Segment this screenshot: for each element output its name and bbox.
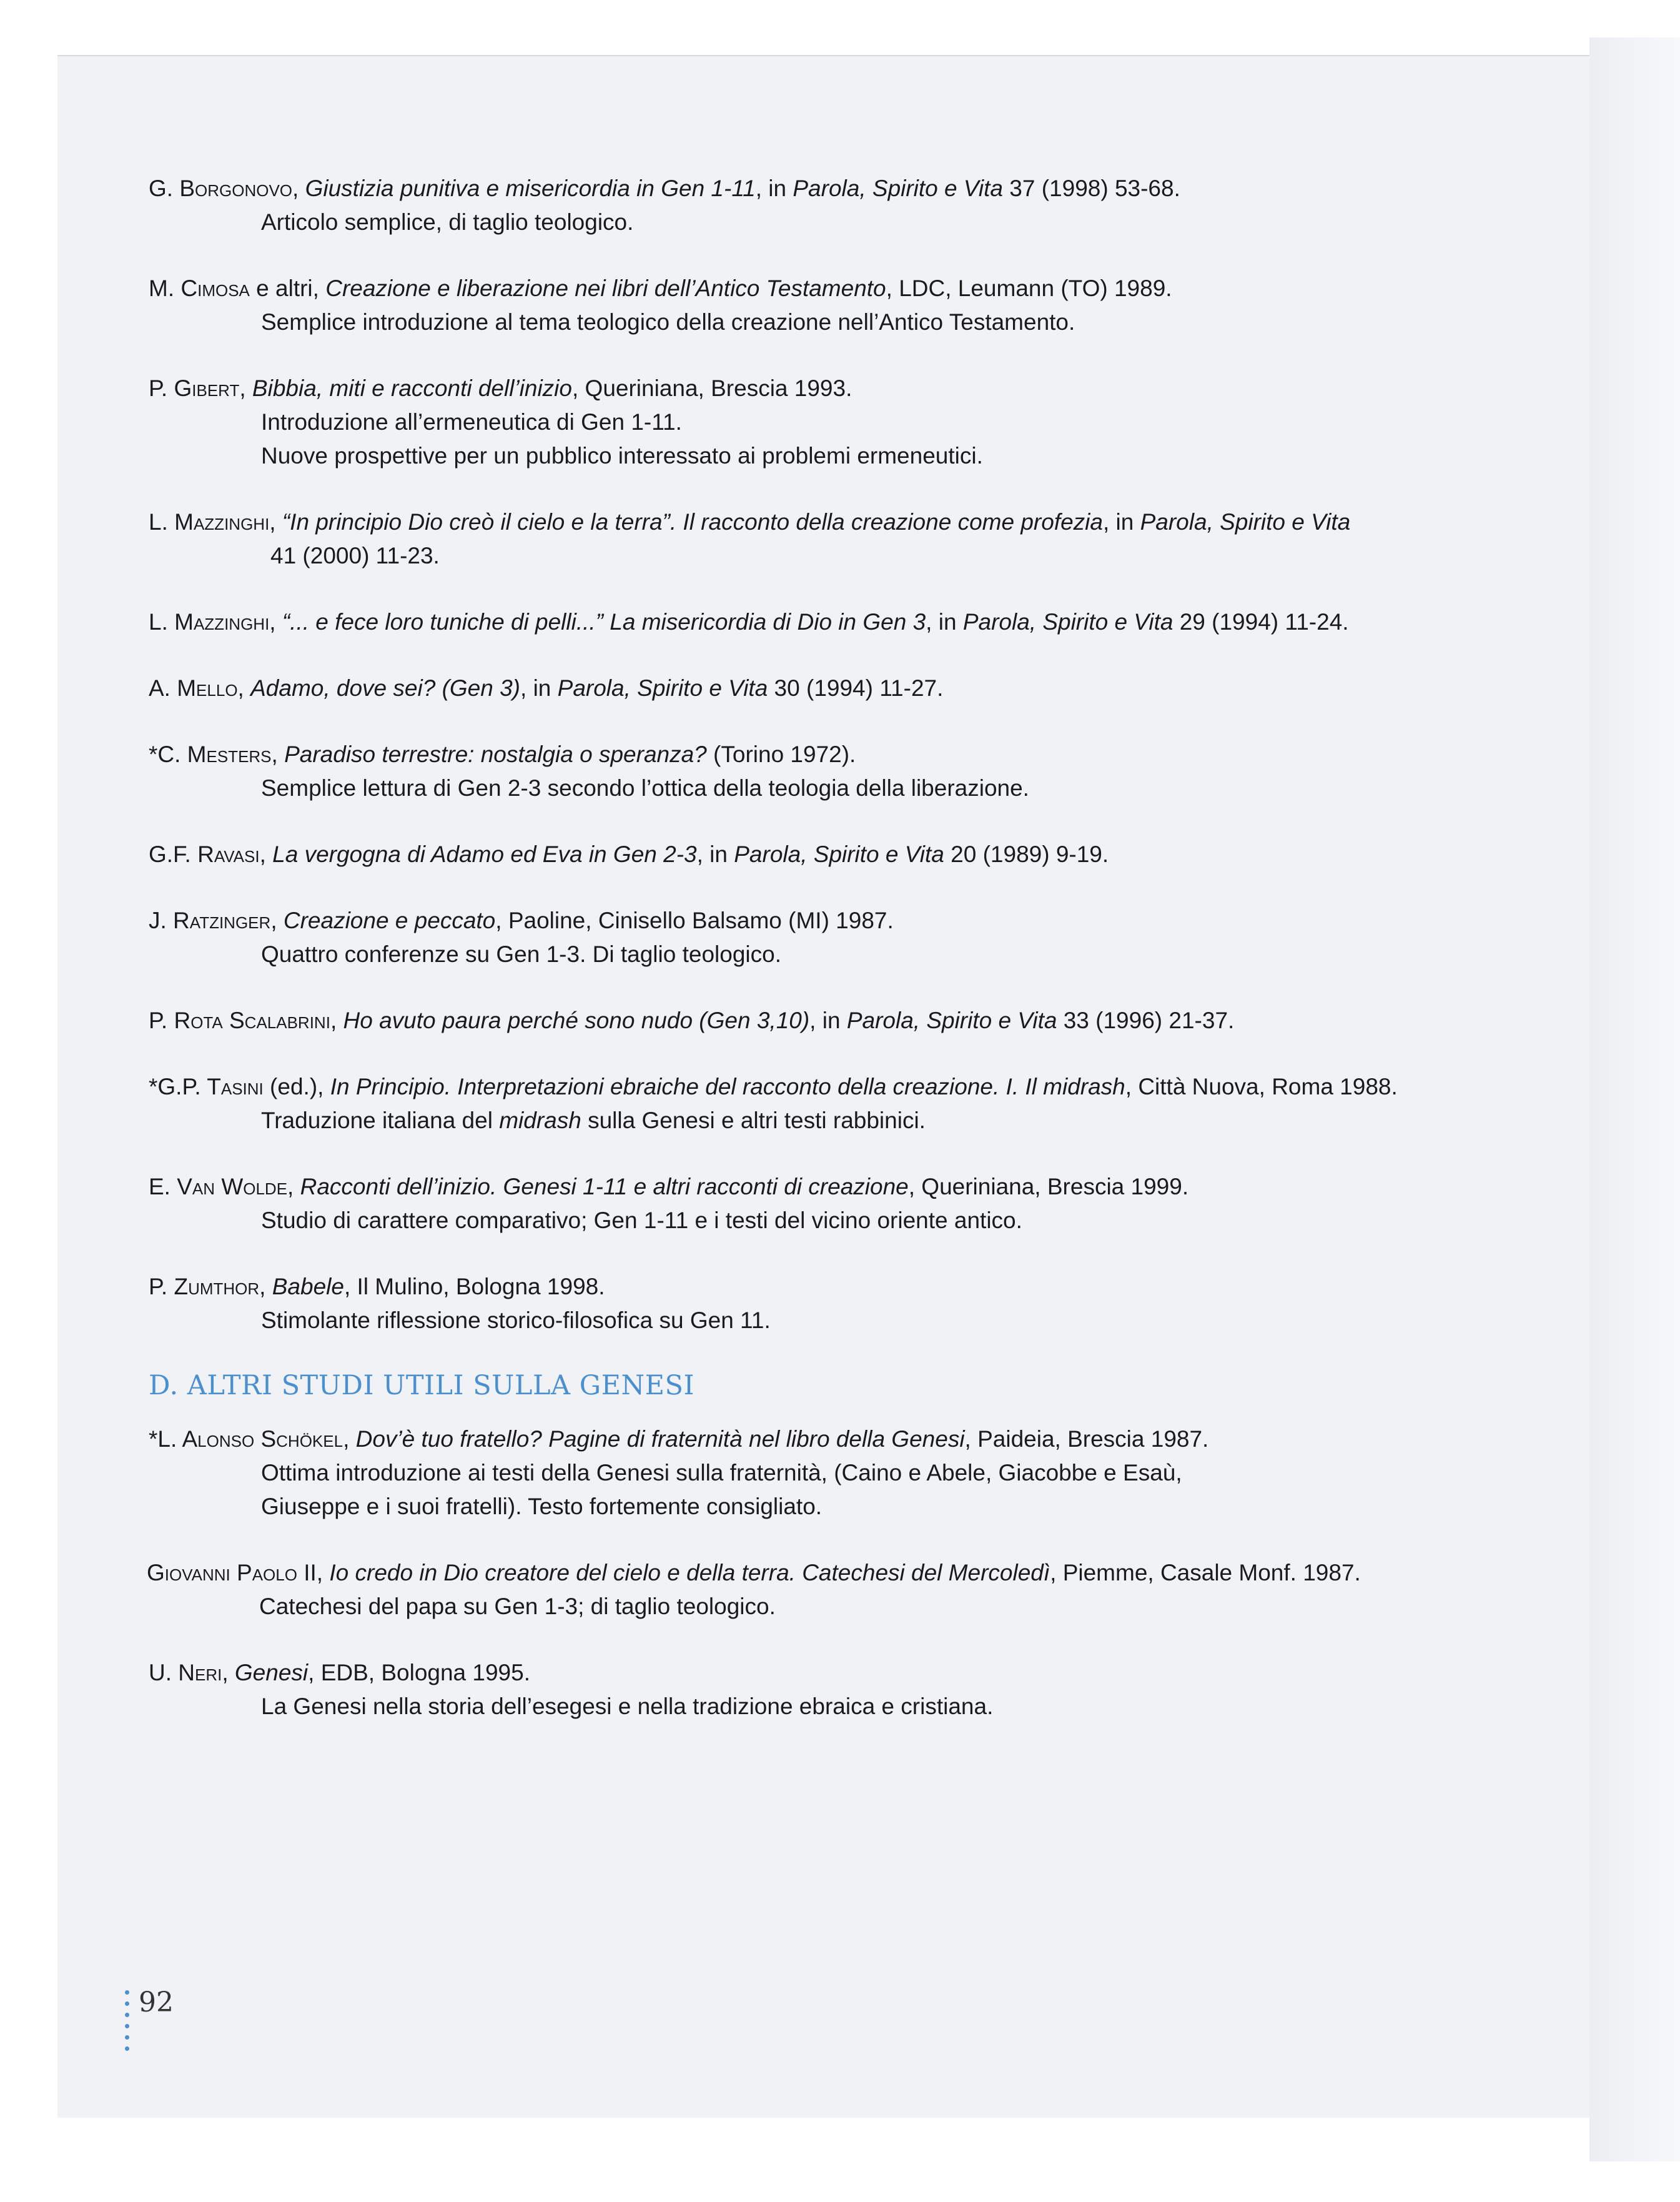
- footer-dots-ornament: [125, 1990, 132, 2058]
- entry-author: P. Rota Scalabrini: [149, 1008, 330, 1033]
- entry-details: , EDB, Bologna 1995.: [308, 1660, 530, 1685]
- entry-journal: Parola, Spirito e Vita: [734, 841, 944, 867]
- entry-details: 37 (1998) 53-68.: [1003, 176, 1180, 201]
- bib-entry-gibert: P. Gibert, Bibbia, miti e racconti dell’inizio, Queriniana, Brescia 1993. Introduzione all’ermeneutica di Gen 1-11. Nuove prospettive per un pubblico interessato ai problemi ermeneutici.: [149, 372, 1498, 473]
- entry-author: L. Mazzinghi: [149, 509, 270, 535]
- entry-author-extra: e altri,: [249, 275, 326, 301]
- entry-details: , Queriniana, Brescia 1993.: [571, 375, 852, 401]
- entry-author: M. Cimosa: [149, 275, 250, 301]
- entry-details: 29 (1994) 11-24.: [1173, 609, 1349, 635]
- entry-note: Quattro conferenze su Gen 1-3. Di taglio teologico.: [261, 941, 781, 967]
- section-heading-d: D. ALTRI STUDI UTILI SULLA GENESI: [149, 1370, 694, 1401]
- entry-author: G.F. Ravasi: [149, 841, 260, 867]
- page-fold-shadow: [1589, 37, 1680, 2161]
- entry-journal: Parola, Spirito e Vita: [793, 176, 1003, 201]
- entry-journal: Parola, Spirito e Vita: [557, 675, 768, 701]
- entry-title: “... e fece loro tuniche di pelli...” La misericordia di Dio in Gen 3: [282, 609, 926, 635]
- entry-author: J. Ratzinger: [149, 908, 271, 933]
- bib-entry-mello: A. Mello, Adamo, dove sei? (Gen 3), in Parola, Spirito e Vita 30 (1994) 11-27.: [149, 675, 944, 701]
- entry-author: *G.P. Tasini: [149, 1074, 264, 1099]
- entry-title: La vergogna di Adamo ed Eva in Gen 2-3: [272, 841, 697, 867]
- bib-entry-ravasi: G.F. Ravasi, La vergogna di Adamo ed Eva in Gen 2-3, in Parola, Spirito e Vita 20 (1989) 9-19.: [149, 841, 1109, 867]
- entry-details: 20 (1989) 9-19.: [944, 841, 1109, 867]
- bib-entry-van-wolde: E. Van Wolde, Racconti dell’inizio. Genesi 1-11 e altri racconti di creazione, Queriniana, Brescia 1999. Studio di carattere comparativo; Gen 1-11 e i testi del vicino oriente antico.: [149, 1170, 1498, 1237]
- bib-entry-tasini: [149, 1070, 1498, 1138]
- entry-details: , Città Nuova, Roma 1988.: [1125, 1074, 1398, 1099]
- entry-journal: Parola, Spirito e Vita: [1140, 509, 1351, 535]
- entry-author: P. Zumthor: [149, 1274, 260, 1299]
- entry-title: Giustizia punitiva e misericordia in Gen 1-11: [305, 176, 756, 201]
- entry-title: Racconti dell’inizio. Genesi 1-11 e altri racconti di creazione: [300, 1174, 909, 1199]
- entry-details: , Piemme, Casale Monf. 1987.: [1050, 1560, 1361, 1585]
- entry-author-extra: II,: [297, 1560, 330, 1585]
- bib-entry-zumthor: P. Zumthor, Babele, Il Mulino, Bologna 1998. Stimolante riflessione storico-filosofica su Gen 11.: [149, 1270, 1498, 1337]
- bib-entry-neri: U. Neri, Genesi, EDB, Bologna 1995. La Genesi nella storia dell’esegesi e nella tradizione ebraica e cristiana.: [149, 1656, 1498, 1723]
- entry-note: Stimolante riflessione storico-filosofica su Gen 11.: [261, 1307, 771, 1333]
- bib-entry-mazzinghi-2: L. Mazzinghi, “... e fece loro tuniche di pelli...” La misericordia di Dio in Gen 3, in Parola, Spirito e Vita 29 (1994) 11-24.: [149, 609, 1349, 635]
- entry-title: In Principio. Interpretazioni ebraiche del racconto della creazione. I. Il midrash: [330, 1074, 1125, 1099]
- entry-author: Giovanni Paolo: [147, 1560, 297, 1585]
- entry-author-extra: (ed.),: [263, 1074, 330, 1099]
- entry-details: (Torino 1972).: [706, 741, 856, 767]
- entry-note: 41 (2000) 11-23.: [270, 543, 440, 568]
- entry-note-post: sulla Genesi e altri testi rabbinici.: [581, 1108, 926, 1133]
- entry-pub: , in: [520, 675, 558, 701]
- entry-title: Creazione e liberazione nei libri dell’Antico Testamento: [325, 275, 886, 301]
- entry-details: , Il Mulino, Bologna 1998.: [343, 1274, 605, 1299]
- entry-details: , Paoline, Cinisello Balsamo (MI) 1987.: [495, 908, 894, 933]
- bib-entry-cimosa: [149, 272, 1498, 339]
- entry-title: Adamo, dove sei? (Gen 3): [250, 675, 521, 701]
- entry-details: 33 (1996) 21-37.: [1057, 1008, 1235, 1033]
- entry-details: 30 (1994) 11-27.: [768, 675, 944, 701]
- bibliography-list: [149, 172, 1498, 1756]
- entry-journal: Parola, Spirito e Vita: [846, 1008, 1057, 1033]
- entry-note-2: Giuseppe e i suoi fratelli). Testo fortemente consigliato.: [261, 1494, 823, 1519]
- page-footer: [125, 1986, 174, 2058]
- entry-title: Bibbia, miti e racconti dell’inizio: [252, 375, 572, 401]
- entry-author: U. Neri: [149, 1660, 222, 1685]
- entry-pub: , in: [755, 176, 793, 201]
- entry-note-2: Nuove prospettive per un pubblico interessato ai problemi ermeneutici.: [261, 443, 983, 469]
- entry-details: , Paideia, Brescia 1987.: [964, 1426, 1209, 1452]
- entry-note: Catechesi del papa su Gen 1-3; di taglio teologico.: [259, 1594, 776, 1619]
- entry-title: “In principio Dio creò il cielo e la terra”. Il racconto della creazione come profezia: [282, 509, 1103, 535]
- bib-entry-rota-scalabrini: P. Rota Scalabrini, Ho avuto paura perché sono nudo (Gen 3,10), in Parola, Spirito e Vita 33 (1996) 21-37.: [149, 1008, 1235, 1033]
- page-number: 92: [139, 1986, 174, 2018]
- entry-note: La Genesi nella storia dell’esegesi e nella tradizione ebraica e cristiana.: [261, 1694, 994, 1719]
- entry-details: , Queriniana, Brescia 1999.: [908, 1174, 1189, 1199]
- entry-note-pre: Traduzione italiana del: [261, 1108, 500, 1133]
- entry-author: A. Mello: [149, 675, 238, 701]
- bib-entry-giovanni-paolo: [147, 1556, 1498, 1624]
- entry-title: Io credo in Dio creatore del cielo e della terra. Catechesi del Mercoledì: [329, 1560, 1050, 1585]
- entry-note-italic: midrash: [499, 1108, 581, 1133]
- entry-title: Paradiso terrestre: nostalgia o speranza?: [284, 741, 707, 767]
- bib-entry-ratzinger: J. Ratzinger, Creazione e peccato, Paoline, Cinisello Balsamo (MI) 1987. Quattro conferenze su Gen 1-3. Di taglio teologico.: [149, 904, 1498, 971]
- entry-details: , LDC, Leumann (TO) 1989.: [886, 275, 1172, 301]
- entry-author: *C. Mesters: [149, 741, 272, 767]
- entry-author: L. Mazzinghi: [149, 609, 270, 635]
- entry-title: Dov’è tuo fratello? Pagine di fraternità nel libro della Genesi: [355, 1426, 965, 1452]
- entry-pub: , in: [926, 609, 963, 635]
- entry-pub: , in: [809, 1008, 847, 1033]
- entry-pub: , in: [696, 841, 734, 867]
- entry-author: *L. Alonso Schökel: [149, 1426, 343, 1452]
- entry-note: Ottima introduzione ai testi della Genesi sulla fraternità, (Caino e Abele, Giacobbe e Esaù,: [261, 1460, 1182, 1485]
- entry-author: G. Borgonovo: [149, 176, 293, 201]
- entry-title: Creazione e peccato: [283, 908, 496, 933]
- entry-note: [149, 1104, 1498, 1138]
- bib-entry-alonso-schokel: *L. Alonso Schökel, Dov’è tuo fratello? Pagine di fraternità nel libro della Genesi, Paideia, Brescia 1987. Ottima introduzione ai testi della Genesi sulla fraternità, (Caino e Abele, Giacobbe e Esaù, Giuseppe e i suoi fratelli). Testo fortemente consigliato.: [149, 1422, 1498, 1524]
- entry-note: Studio di carattere comparativo; Gen 1-11 e i testi del vicino oriente antico.: [261, 1208, 1022, 1233]
- bib-entry-borgonovo: G. Borgonovo, Giustizia punitiva e misericordia in Gen 1-11, in Parola, Spirito e Vita 37 (1998) 53-68. Articolo semplice, di taglio teologico.: [149, 172, 1498, 239]
- entry-note: Articolo semplice, di taglio teologico.: [261, 209, 634, 235]
- entry-title: Babele: [272, 1274, 344, 1299]
- entry-author: E. Van Wolde: [149, 1174, 288, 1199]
- entry-author: P. Gibert: [149, 375, 240, 401]
- entry-note: Introduzione all’ermeneutica di Gen 1-11.: [261, 409, 682, 435]
- entry-title: Ho avuto paura perché sono nudo (Gen 3,10): [343, 1008, 810, 1033]
- entry-pub: , in: [1102, 509, 1140, 535]
- entry-journal: Parola, Spirito e Vita: [962, 609, 1174, 635]
- entry-title: Genesi: [234, 1660, 309, 1685]
- entry-note: Semplice introduzione al tema teologico della creazione nell’Antico Testamento.: [261, 309, 1075, 335]
- entry-note: Semplice lettura di Gen 2-3 secondo l’ottica della teologia della liberazione.: [261, 775, 1029, 801]
- bib-entry-mesters: *C. Mesters, Paradiso terrestre: nostalgia o speranza? (Torino 1972). Semplice lettura di Gen 2-3 secondo l’ottica della teologia della liberazione.: [149, 738, 1498, 805]
- bib-entry-mazzinghi-1: L. Mazzinghi, “In principio Dio creò il cielo e la terra”. Il racconto della creazione come profezia, in Parola, Spirito e Vita 41 (2000) 11-23.: [149, 505, 1498, 573]
